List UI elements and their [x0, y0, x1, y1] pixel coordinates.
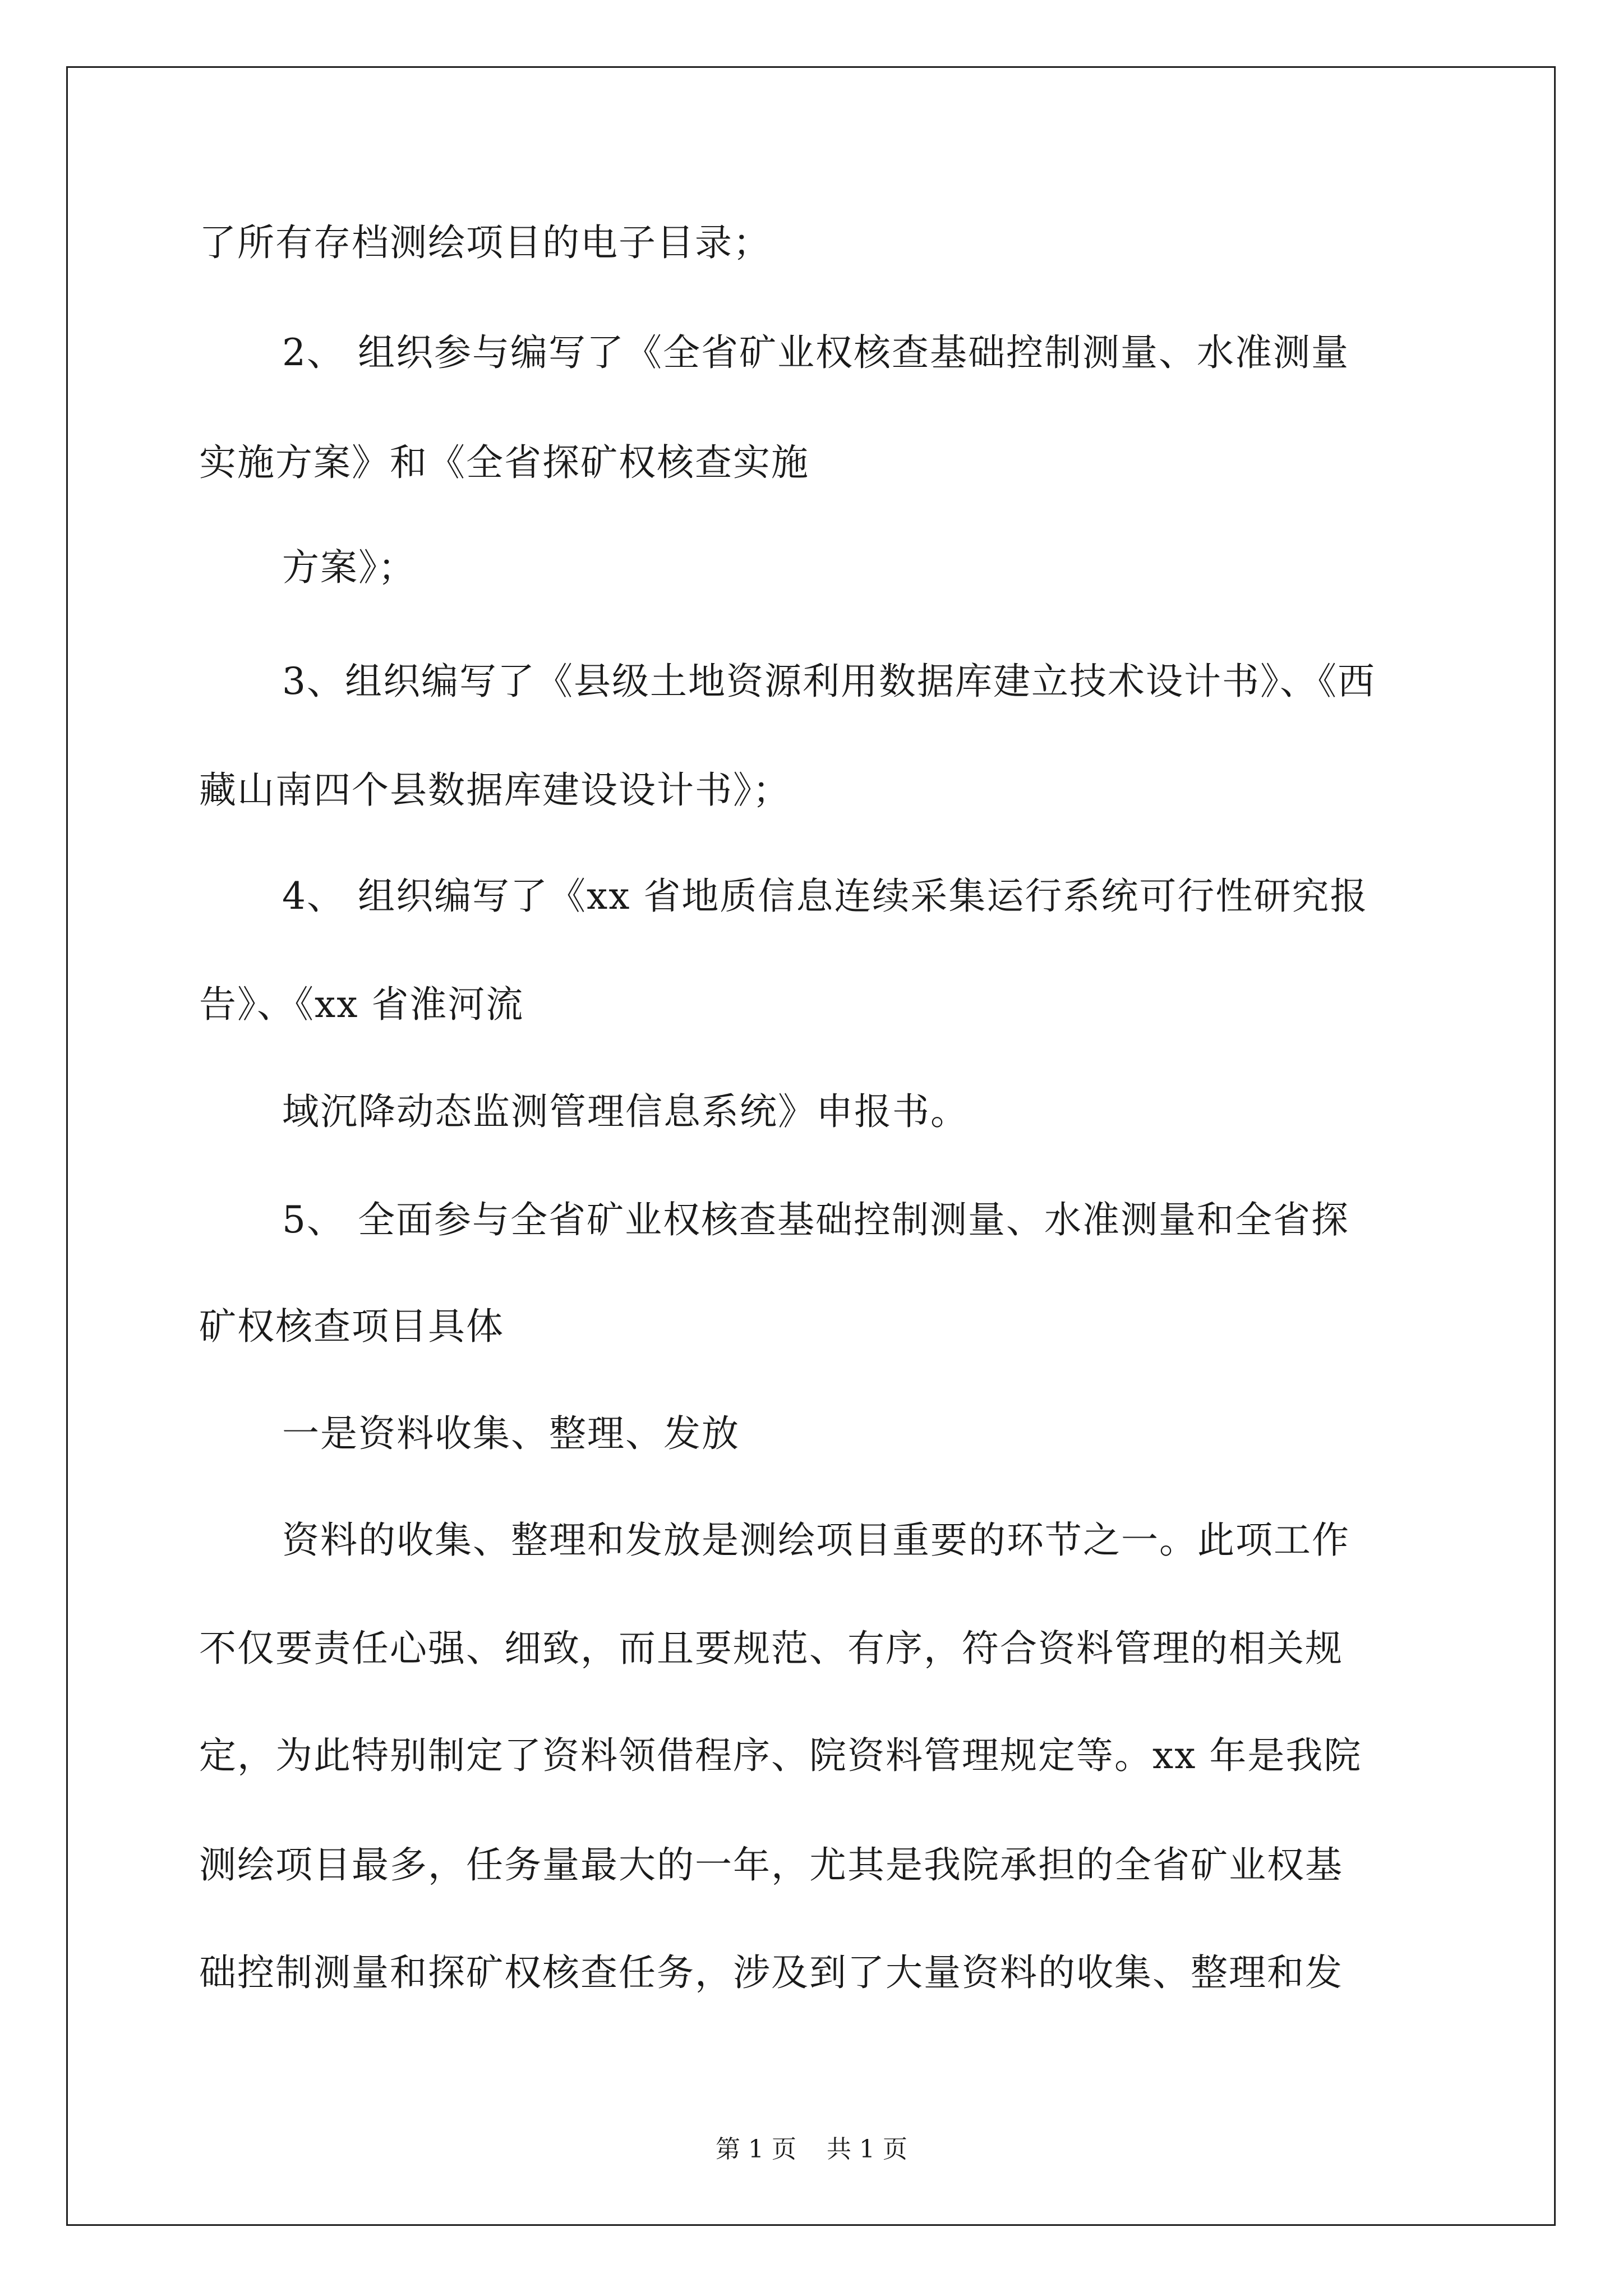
text-line: 3、组织编写了《县级土地资源利用数据库建立技术设计书》、《西 [282, 660, 1376, 703]
text-line: 资料的收集、整理和发放是测绘项目重要的环节之一。此项工作 [282, 1519, 1350, 1562]
page-footer [0, 2133, 1623, 2166]
page-number-total: 共 1 页 [827, 2135, 907, 2164]
text-line: 础控制测量和探矿权核查任务，涉及到了大量资料的收集、整理和发 [199, 1951, 1343, 1994]
text-line: 5、 全面参与全省矿业权核查基础控制测量、水准测量和全省探 [282, 1198, 1349, 1241]
page-border [66, 66, 1556, 2226]
text-line: 了所有存档测绘项目的电子目录； [199, 221, 771, 264]
text-line: 实施方案》和《全省探矿权核查实施 [199, 441, 809, 484]
text-line: 定，为此特别制定了资料领借程序、院资料管理规定等。xx 年是我院 [199, 1734, 1362, 1777]
text-line: 告》、《xx 省淮河流 [199, 983, 524, 1026]
text-line: 方案》； [282, 546, 416, 589]
text-line: 2、 组织参与编写了《全省矿业权核查基础控制测量、水准测量 [282, 331, 1349, 374]
page-number-current: 第 1 页 [716, 2135, 796, 2164]
text-line: 域沉降动态监测管理信息系统》申报书。 [282, 1090, 969, 1133]
text-line: 矿权核查项目具体 [199, 1305, 504, 1348]
text-line: 一是资料收集、整理、发放 [282, 1412, 740, 1455]
text-line: 藏山南四个县数据库建设设计书》； [199, 769, 791, 812]
text-line: 4、 组织编写了《xx 省地质信息连续采集运行系统可行性研究报 [282, 875, 1368, 918]
text-line: 不仅要责任心强、细致，而且要规范、有序，符合资料管理的相关规 [199, 1627, 1343, 1670]
text-line: 测绘项目最多，任务量最大的一年，尤其是我院承担的全省矿业权基 [199, 1843, 1343, 1887]
